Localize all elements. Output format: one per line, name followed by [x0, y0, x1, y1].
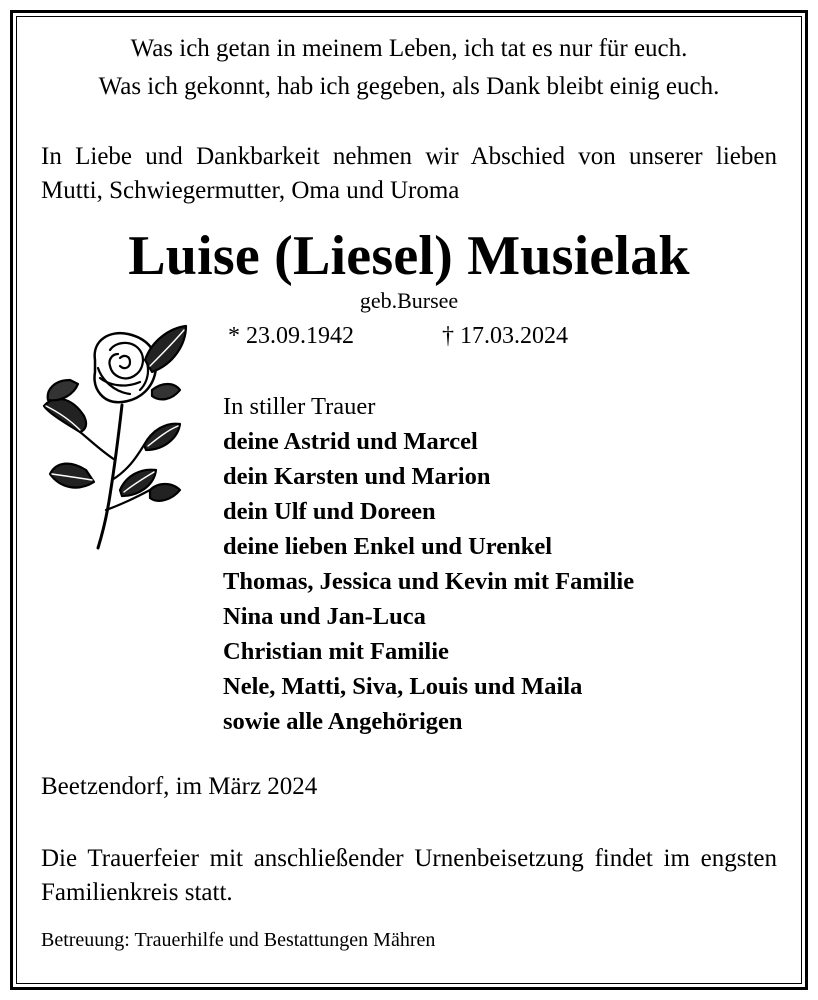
mourner-line: dein Ulf und Doreen	[223, 498, 436, 525]
mourner-line: Christian mit Familie	[223, 638, 449, 665]
death-date: † 17.03.2024	[442, 323, 568, 349]
rose-icon	[40, 320, 190, 550]
place-date: Beetzendorf, im März 2024	[41, 773, 318, 800]
mourner-line: Nina und Jan-Luca	[223, 603, 426, 630]
mourner-line: Thomas, Jessica und Kevin mit Familie	[223, 568, 635, 595]
mourner-line: sowie alle Angehörigen	[223, 708, 463, 735]
mourner-line: dein Karsten und Marion	[223, 463, 491, 490]
motto-line-2: Was ich gekonnt, hab ich gegeben, als Dank bleibt einig euch.	[98, 73, 720, 100]
birth-date: * 23.09.1942	[228, 323, 354, 349]
mourner-line: deine lieben Enkel und Urenkel	[223, 533, 553, 560]
funeral-note: Die Trauerfeier mit anschließender Urnenbeisetzung findet im engsten Familienkreis statt.	[41, 845, 777, 906]
deceased-name: Luise (Liesel) Musielak	[128, 225, 690, 287]
motto-line-1: Was ich getan in meinem Leben, ich tat es nur für euch.	[130, 35, 688, 62]
born-name: geb.Bursee	[359, 288, 459, 313]
mourner-line: Nele, Matti, Siva, Louis und Maila	[223, 673, 583, 700]
mourners-heading: In stiller Trauer	[223, 393, 376, 420]
intro-text: In Liebe und Dankbarkeit nehmen wir Abschied von unserer lieben Mutti, Schwiegermutter, Oma und Uroma	[41, 143, 777, 204]
credit-line: Betreuung: Trauerhilfe und Bestattungen Mähren	[41, 929, 436, 951]
mourner-line: deine Astrid und Marcel	[223, 428, 478, 455]
